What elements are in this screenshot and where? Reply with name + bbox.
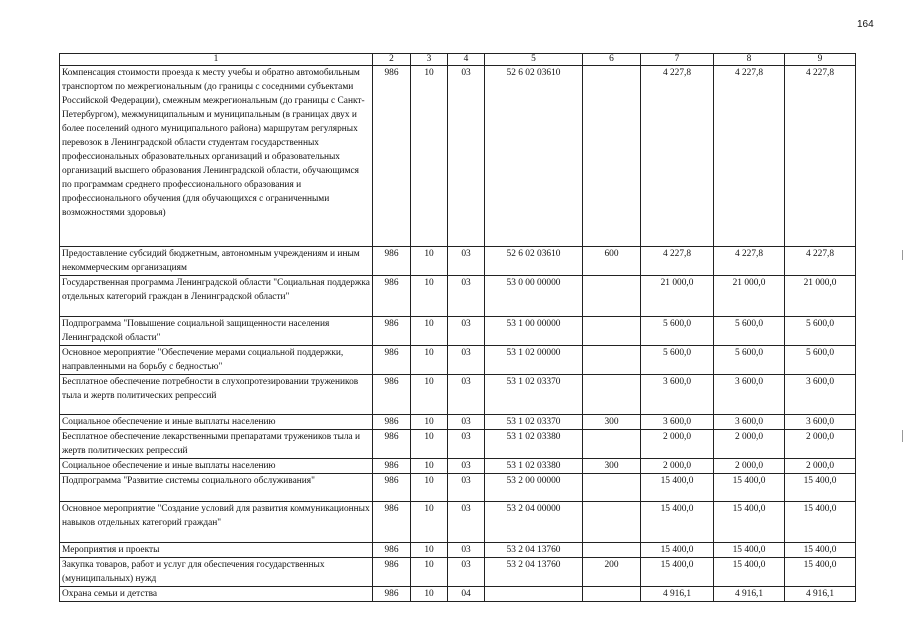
row-subsection-cell: 03	[448, 375, 485, 415]
header-cell: 1	[60, 54, 373, 66]
table-row	[60, 317, 856, 346]
row-target-article-cell: 53 2 04 13760	[485, 558, 583, 587]
row-subsection-cell: 03	[448, 415, 485, 430]
row-section-cell: 986	[373, 317, 411, 346]
row-target-article-cell: 53 2 00 00000	[485, 474, 583, 502]
row-subsection-cell: 03	[448, 459, 485, 474]
table-row	[60, 474, 856, 502]
header-row	[60, 54, 856, 66]
row-amount-2019-cell: 4 227,8	[641, 66, 714, 247]
row-name-cell: Мероприятия и проекты	[60, 543, 373, 558]
row-amount-2019-cell: 5 600,0	[641, 317, 714, 346]
table-row	[60, 502, 856, 543]
row-chapter-cell: 10	[411, 558, 448, 587]
row-chapter-cell: 10	[411, 587, 448, 602]
row-target-article-cell: 52 6 02 03610	[485, 247, 583, 276]
row-target-article-cell: 53 2 04 00000	[485, 502, 583, 543]
row-expense-type-cell	[583, 317, 641, 346]
row-amount-2021-cell: 4 227,8	[785, 247, 856, 276]
scan-edge-mark	[902, 430, 903, 442]
row-amount-2021-cell: 2 000,0	[785, 430, 856, 459]
row-expense-type-cell	[583, 430, 641, 459]
page-number: 164	[857, 19, 874, 30]
row-expense-type-cell: 600	[583, 247, 641, 276]
table-row	[60, 459, 856, 474]
row-subsection-cell: 03	[448, 66, 485, 247]
row-amount-2020-cell: 2 000,0	[714, 459, 785, 474]
row-amount-2019-cell: 2 000,0	[641, 459, 714, 474]
header-cell: 6	[583, 54, 641, 66]
row-chapter-cell: 10	[411, 66, 448, 247]
row-expense-type-cell	[583, 587, 641, 602]
row-subsection-cell: 03	[448, 247, 485, 276]
row-section-cell: 986	[373, 558, 411, 587]
row-expense-type-cell	[583, 346, 641, 375]
row-amount-2021-cell: 15 400,0	[785, 543, 856, 558]
header-cell: 9	[785, 54, 856, 66]
row-expense-type-cell	[583, 474, 641, 502]
row-amount-2020-cell: 3 600,0	[714, 415, 785, 430]
row-amount-2019-cell: 3 600,0	[641, 375, 714, 415]
row-chapter-cell: 10	[411, 247, 448, 276]
row-amount-2019-cell: 15 400,0	[641, 543, 714, 558]
row-chapter-cell: 10	[411, 474, 448, 502]
row-chapter-cell: 10	[411, 375, 448, 415]
row-section-cell: 986	[373, 375, 411, 415]
row-section-cell: 986	[373, 543, 411, 558]
table-row	[60, 247, 856, 276]
row-target-article-cell: 53 1 02 03370	[485, 375, 583, 415]
row-amount-2020-cell: 5 600,0	[714, 346, 785, 375]
header-cell: 2	[373, 54, 411, 66]
row-section-cell: 986	[373, 459, 411, 474]
header-cell: 8	[714, 54, 785, 66]
row-chapter-cell: 10	[411, 502, 448, 543]
row-amount-2019-cell: 15 400,0	[641, 502, 714, 543]
table-row	[60, 543, 856, 558]
row-section-cell: 986	[373, 346, 411, 375]
row-amount-2021-cell: 21 000,0	[785, 276, 856, 317]
row-expense-type-cell: 300	[583, 459, 641, 474]
row-target-article-cell: 53 1 02 03380	[485, 430, 583, 459]
row-amount-2020-cell: 5 600,0	[714, 317, 785, 346]
row-amount-2021-cell: 15 400,0	[785, 474, 856, 502]
row-name-cell: Социальное обеспечение и иные выплаты населению	[60, 459, 373, 474]
row-section-cell: 986	[373, 415, 411, 430]
row-amount-2019-cell: 2 000,0	[641, 430, 714, 459]
header-cell: 3	[411, 54, 448, 66]
row-expense-type-cell	[583, 502, 641, 543]
row-subsection-cell: 03	[448, 317, 485, 346]
table-row	[60, 415, 856, 430]
row-chapter-cell: 10	[411, 415, 448, 430]
table-row	[60, 346, 856, 375]
header-cell: 7	[641, 54, 714, 66]
row-name-cell: Охрана семьи и детства	[60, 587, 373, 602]
row-section-cell: 986	[373, 247, 411, 276]
row-name-cell: Закупка товаров, работ и услуг для обеспечения государственных (муниципальных) нужд	[60, 558, 373, 587]
row-amount-2020-cell: 4 916,1	[714, 587, 785, 602]
row-target-article-cell	[485, 587, 583, 602]
row-chapter-cell: 10	[411, 459, 448, 474]
row-amount-2021-cell: 15 400,0	[785, 502, 856, 543]
row-amount-2019-cell: 5 600,0	[641, 346, 714, 375]
row-expense-type-cell: 200	[583, 558, 641, 587]
row-target-article-cell: 53 1 02 03380	[485, 459, 583, 474]
row-name-cell: Предоставление субсидий бюджетным, автономным учреждениям и иным некоммерческим организациям	[60, 247, 373, 276]
row-section-cell: 986	[373, 502, 411, 543]
row-amount-2021-cell: 3 600,0	[785, 415, 856, 430]
row-section-cell: 986	[373, 474, 411, 502]
row-section-cell: 986	[373, 430, 411, 459]
row-target-article-cell: 53 2 04 13760	[485, 543, 583, 558]
row-amount-2020-cell: 21 000,0	[714, 276, 785, 317]
row-subsection-cell: 03	[448, 346, 485, 375]
row-amount-2021-cell: 4 227,8	[785, 66, 856, 247]
row-name-cell: Бесплатное обеспечение потребности в слухопротезировании тружеников тыла и жертв политических репрессий	[60, 375, 373, 415]
table-row	[60, 66, 856, 247]
row-amount-2021-cell: 3 600,0	[785, 375, 856, 415]
row-subsection-cell: 04	[448, 587, 485, 602]
row-subsection-cell: 03	[448, 558, 485, 587]
row-amount-2021-cell: 5 600,0	[785, 346, 856, 375]
row-subsection-cell: 03	[448, 474, 485, 502]
row-amount-2019-cell: 15 400,0	[641, 558, 714, 587]
row-amount-2020-cell: 4 227,8	[714, 247, 785, 276]
row-amount-2019-cell: 21 000,0	[641, 276, 714, 317]
row-section-cell: 986	[373, 66, 411, 247]
row-target-article-cell: 52 6 02 03610	[485, 66, 583, 247]
row-amount-2020-cell: 15 400,0	[714, 502, 785, 543]
row-expense-type-cell: 300	[583, 415, 641, 430]
row-chapter-cell: 10	[411, 317, 448, 346]
row-target-article-cell: 53 0 00 00000	[485, 276, 583, 317]
row-amount-2021-cell: 2 000,0	[785, 459, 856, 474]
table-row	[60, 430, 856, 459]
scan-edge-mark	[902, 250, 903, 260]
row-name-cell: Подпрограмма "Развитие системы социального обслуживания"	[60, 474, 373, 502]
table-row	[60, 276, 856, 317]
table-row	[60, 558, 856, 587]
row-name-cell: Социальное обеспечение и иные выплаты населению	[60, 415, 373, 430]
row-section-cell: 986	[373, 276, 411, 317]
table-row	[60, 375, 856, 415]
row-chapter-cell: 10	[411, 276, 448, 317]
table-row	[60, 587, 856, 602]
row-section-cell: 986	[373, 587, 411, 602]
row-amount-2020-cell: 3 600,0	[714, 375, 785, 415]
row-expense-type-cell	[583, 375, 641, 415]
row-amount-2021-cell: 15 400,0	[785, 558, 856, 587]
row-name-cell: Компенсация стоимости проезда к месту учебы и обратно автомобильным транспортом по межрегиональным (до границы с соседними субъектами Российской Федерации), смежным межрегиональным (до границы с Санкт-Петербургом), межмуниципальным и муниципальным (в границах двух и более поселений одного муниципального района) маршрутам регулярных перевозок в Ленинградской области студентам государственных профессиональных образовательных организаций и образовательных организаций высшего образования Ленинградской области, обучающимся по программам среднего профессионального образования и профессионального обучения (для обучающихся с ограниченными возможностями здоровья)	[60, 66, 373, 247]
row-amount-2021-cell: 4 916,1	[785, 587, 856, 602]
row-expense-type-cell	[583, 66, 641, 247]
row-amount-2019-cell: 3 600,0	[641, 415, 714, 430]
row-target-article-cell: 53 1 02 00000	[485, 346, 583, 375]
row-chapter-cell: 10	[411, 430, 448, 459]
row-target-article-cell: 53 1 00 00000	[485, 317, 583, 346]
row-amount-2020-cell: 2 000,0	[714, 430, 785, 459]
row-chapter-cell: 10	[411, 346, 448, 375]
row-subsection-cell: 03	[448, 430, 485, 459]
row-target-article-cell: 53 1 02 03370	[485, 415, 583, 430]
row-amount-2020-cell: 15 400,0	[714, 558, 785, 587]
row-amount-2020-cell: 4 227,8	[714, 66, 785, 247]
row-amount-2020-cell: 15 400,0	[714, 543, 785, 558]
budget-table	[59, 53, 856, 602]
row-name-cell: Подпрограмма "Повышение социальной защищенности населения Ленинградской области"	[60, 317, 373, 346]
row-expense-type-cell	[583, 276, 641, 317]
header-cell: 5	[485, 54, 583, 66]
row-amount-2019-cell: 4 916,1	[641, 587, 714, 602]
row-subsection-cell: 03	[448, 543, 485, 558]
row-subsection-cell: 03	[448, 502, 485, 543]
row-subsection-cell: 03	[448, 276, 485, 317]
row-amount-2019-cell: 15 400,0	[641, 474, 714, 502]
row-amount-2021-cell: 5 600,0	[785, 317, 856, 346]
row-amount-2019-cell: 4 227,8	[641, 247, 714, 276]
row-name-cell: Основное мероприятие "Обеспечение мерами социальной поддержки, направленными на борьбу с бедностью"	[60, 346, 373, 375]
row-amount-2020-cell: 15 400,0	[714, 474, 785, 502]
row-name-cell: Бесплатное обеспечение лекарственными препаратами тружеников тыла и жертв политических репрессий	[60, 430, 373, 459]
row-chapter-cell: 10	[411, 543, 448, 558]
header-cell: 4	[448, 54, 485, 66]
row-name-cell: Основное мероприятие "Создание условий для развития коммуникационных навыков отдельных категорий граждан"	[60, 502, 373, 543]
row-expense-type-cell	[583, 543, 641, 558]
row-name-cell: Государственная программа Ленинградской области "Социальная поддержка отдельных категорий граждан в Ленинградской области"	[60, 276, 373, 317]
